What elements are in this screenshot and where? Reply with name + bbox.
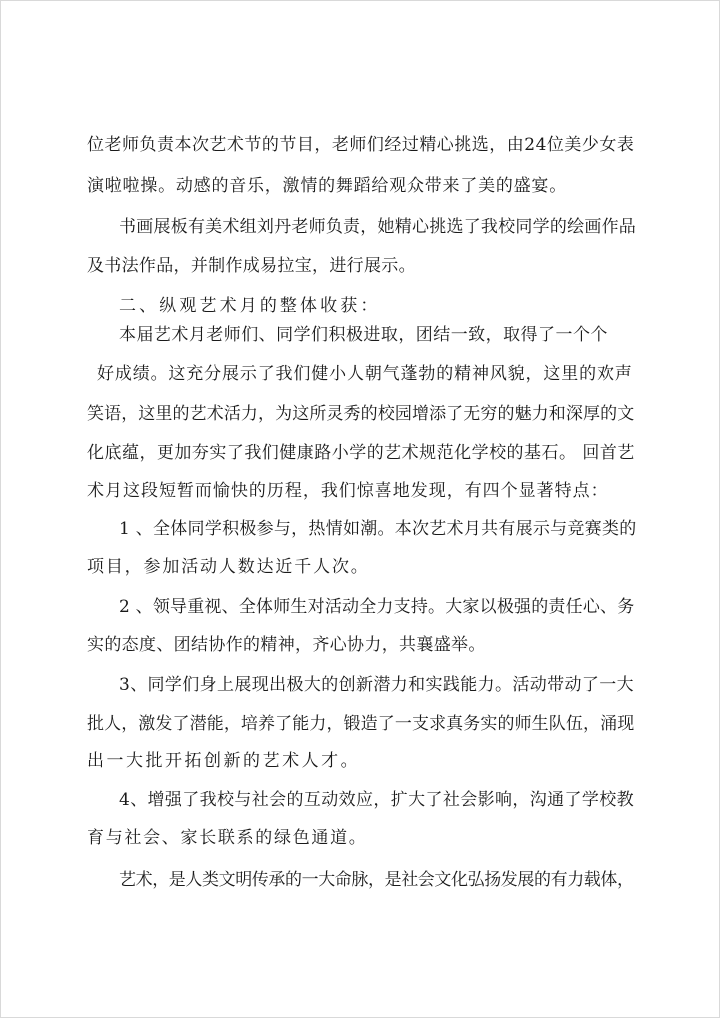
list-item-text: 育与社会、家长联系的绿色通道。 xyxy=(87,828,368,848)
list-item-text: 2 、领导重视、全体师生对活动全力支持。大家以极强的责任心、务 xyxy=(119,597,635,617)
list-item-text: 实的态度、团结协作的精神，齐心协力，共襄盛举。 xyxy=(87,635,486,655)
list-item-text: 3、同学们身上展现出极大的创新潜力和实践能力。活动带动了一大 xyxy=(119,675,634,695)
text-line: 好成绩。这充分展示了我们健小人朝气蓬勃的精神风貌，这里的欢声 xyxy=(97,364,633,384)
list-item-text: 出一大批开拓创新的艺术人才。 xyxy=(87,751,361,771)
text-line: 本届艺术月老师们、同学们积极进取，团结一致，取得了一个个 xyxy=(119,325,608,345)
list-item-text: 批人，激发了潜能，培养了能力，锻造了一支求真务实的师生队伍，涌现 xyxy=(87,714,635,734)
text-line: 位老师负责本次艺术节的节目，老师们经过精心挑选，由24位美少女表 xyxy=(87,135,635,155)
text-line: 书画展板有美术组刘丹老师负责，她精心挑选了我校同学的绘画作品 xyxy=(119,217,637,237)
list-item-text: 1 、全体同学积极参与，热情如潮。本次艺术月共有展示与竞赛类的 xyxy=(119,519,637,539)
text-line: 演啦啦操。动感的音乐，激情的舞蹈给观众带来了美的盛宴。 xyxy=(87,176,567,196)
list-item-text: 项目，参加活动人数达近千人次。 xyxy=(87,557,370,577)
text-line: 艺术，是人类文明传承的一大命脉，是社会文化弘扬发展的有力载体， xyxy=(119,870,634,890)
text-line: 化底蕴，更加夯实了我们健康路小学的艺术规范化学校的基石。 回首艺 xyxy=(87,443,635,463)
text-line: 笑语，这里的艺术活力，为这所灵秀的校园增添了无穷的魅力和深厚的文 xyxy=(87,404,635,424)
text-line: 及书法作品，并制作成易拉宝，进行展示。 xyxy=(87,256,416,276)
text-line: 术月这段短暂而愉快的历程，我们惊喜地发现，有四个显著特点： xyxy=(87,481,609,501)
section-heading: 二、纵观艺术月的整体收获： xyxy=(119,296,381,316)
list-item-text: 4、增强了我校与社会的互动效应，扩大了社会影响，沟通了学校教 xyxy=(119,790,634,810)
